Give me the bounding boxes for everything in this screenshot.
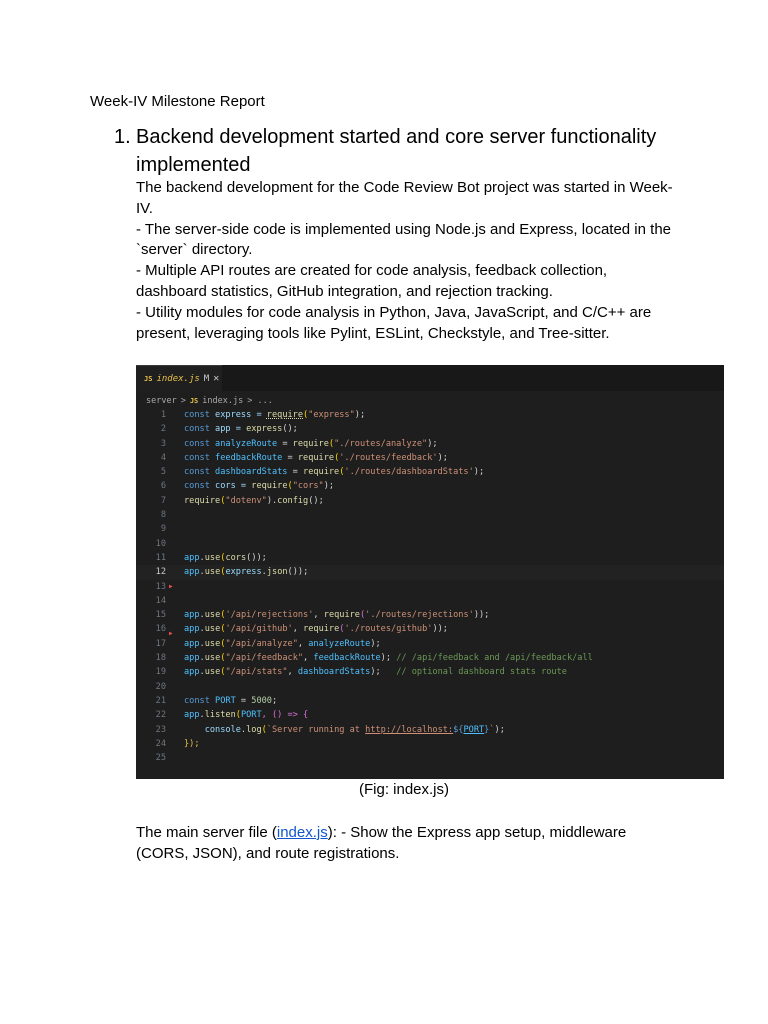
section-body <box>136 178 681 344</box>
code-token: const <box>184 695 210 706</box>
code-screenshot <box>136 365 724 779</box>
code-line <box>136 637 724 651</box>
js-file-icon: JS <box>144 374 153 383</box>
code-area <box>136 408 724 765</box>
code-line <box>136 694 724 708</box>
code-line <box>136 723 724 737</box>
line-number: 7 <box>160 495 166 506</box>
code-line <box>136 479 724 493</box>
code-line <box>136 751 724 765</box>
line-number: 25 <box>155 753 166 764</box>
code-line <box>136 651 724 665</box>
code-token: "/api/stats" <box>225 667 288 678</box>
code-token: . <box>199 567 205 578</box>
code-token: ( <box>220 552 226 563</box>
line-number: 12 <box>155 567 166 578</box>
code-token: app <box>184 610 200 621</box>
code-token: = <box>287 467 304 478</box>
code-token: ( <box>303 410 309 420</box>
code-token: const <box>184 424 210 435</box>
code-token: // /api/feedback and /api/feedback/all <box>396 653 593 664</box>
line-number: 8 <box>160 510 166 521</box>
breadcrumb-tail: > ... <box>247 396 273 406</box>
code-token: feedbackRoute <box>313 653 381 664</box>
chevron-right-icon: > <box>180 396 186 406</box>
code-token: . <box>261 567 267 578</box>
code-token: ); <box>494 724 505 735</box>
code-token: const <box>184 452 210 463</box>
code-token: ()); <box>246 552 267 563</box>
code-line <box>136 451 724 465</box>
code-token: listen <box>204 710 236 721</box>
section-heading <box>114 123 674 179</box>
code-token: './routes/dashboardStats' <box>344 467 474 478</box>
line-number: 3 <box>160 438 166 449</box>
line-number: 17 <box>155 638 166 649</box>
code-token: './routes/github' <box>344 624 433 635</box>
code-token: = <box>277 438 293 449</box>
line-number: 18 <box>155 653 166 664</box>
code-token: './routes/feedback' <box>339 452 438 463</box>
code-token: ( <box>220 610 226 621</box>
code-token: ( <box>359 610 366 621</box>
code-token: ); <box>370 667 397 678</box>
code-token: "express" <box>308 410 355 420</box>
code-token: . <box>199 638 205 649</box>
code-token: ( <box>220 495 226 506</box>
code-token: use <box>204 624 221 635</box>
code-token: app <box>184 667 200 678</box>
code-token: dashboardStats <box>209 467 288 478</box>
code-token: json <box>266 567 288 578</box>
code-token: const <box>184 467 210 478</box>
index-js-link[interactable]: index.js <box>276 824 328 841</box>
code-token: require <box>292 438 329 449</box>
line-number: 20 <box>155 681 166 692</box>
code-token: analyzeRoute <box>209 438 278 449</box>
code-token: )); <box>473 610 490 621</box>
code-token: ( <box>339 467 345 478</box>
line-number: 23 <box>155 724 166 735</box>
code-line <box>136 608 724 622</box>
code-token: require <box>323 610 360 621</box>
code-token: use <box>204 638 221 649</box>
line-number: 11 <box>155 552 166 563</box>
tab-filename: index.js <box>156 373 200 384</box>
code-token: express <box>246 424 283 435</box>
code-token: analyzeRoute <box>308 638 371 649</box>
breakpoint-arrow-icon: ▶ <box>169 630 173 638</box>
line-number: 24 <box>155 738 166 749</box>
code-token: "dotenv" <box>225 495 267 506</box>
code-line <box>136 522 724 536</box>
code-token: ( <box>287 481 293 492</box>
code-token: './routes/rejections' <box>365 610 474 621</box>
code-token: ()); <box>287 567 309 578</box>
code-token: const <box>184 481 210 492</box>
footer-suffix: ): - Show the Express app setup, middleware (CORS, JSON), and route registrations. <box>136 824 627 862</box>
section-number: 1. <box>114 126 131 148</box>
code-token: . <box>199 610 205 621</box>
code-token: dashboardStats <box>297 667 371 678</box>
code-token: config <box>277 495 309 506</box>
code-token: use <box>204 667 221 678</box>
line-number: 16 <box>155 624 166 635</box>
paragraph: - The server-side code is implemented using Node.js and Express, located in the `server` directory. <box>136 220 671 259</box>
code-token: require <box>184 495 221 506</box>
code-token: , () => { <box>261 710 309 721</box>
code-token: ); <box>437 452 448 463</box>
editor-tab-bar <box>136 365 724 391</box>
code-token: // optional dashboard stats route <box>396 667 567 678</box>
code-token: , <box>297 638 309 649</box>
code-token: app <box>184 624 200 635</box>
code-token: require <box>297 452 335 463</box>
line-number: 2 <box>160 424 166 435</box>
code-token: require <box>251 481 288 492</box>
code-line <box>136 508 724 522</box>
code-token: . <box>240 724 247 735</box>
code-token: ${ <box>453 724 464 735</box>
code-token: ); <box>473 467 485 478</box>
code-token: ); <box>380 653 397 664</box>
code-line <box>136 437 724 451</box>
code-line <box>136 708 724 722</box>
code-token: use <box>204 552 221 563</box>
code-token: express <box>225 567 262 578</box>
code-token: ( <box>339 624 345 635</box>
code-token: "./routes/analyze" <box>334 438 428 449</box>
line-number: 13 <box>155 581 166 592</box>
code-token: app = <box>209 424 247 435</box>
code-token: ( <box>220 667 226 678</box>
code-token: )); <box>432 624 448 635</box>
code-token: console <box>204 724 241 735</box>
code-token: use <box>204 653 221 664</box>
code-token: app <box>184 710 200 721</box>
breadcrumb-folder: server <box>146 396 177 406</box>
code-token: ; <box>271 695 278 706</box>
code-token: app <box>184 638 200 649</box>
code-line-active <box>136 565 724 579</box>
code-token: ). <box>266 495 278 506</box>
code-token: use <box>204 567 221 578</box>
code-token: 5000 <box>251 695 272 706</box>
code-token: . <box>199 653 205 664</box>
line-number: 19 <box>155 667 166 678</box>
paragraph: - Multiple API routes are created for code analysis, feedback collection, dashboard statistics, GitHub integration, and rejection tracking. <box>136 262 608 300</box>
code-token: '/api/github' <box>225 624 293 635</box>
line-number: 10 <box>155 538 166 549</box>
code-token: . <box>199 667 205 678</box>
editor-tab-index-js <box>136 365 222 391</box>
code-token: feedbackRoute <box>209 452 283 463</box>
code-token: , <box>313 610 324 621</box>
code-token: require <box>303 624 340 635</box>
code-token: ( <box>328 438 335 449</box>
code-token: (); <box>282 424 298 435</box>
code-line <box>136 580 724 594</box>
code-token: app <box>184 567 200 578</box>
line-number: 21 <box>155 695 166 706</box>
code-line <box>136 422 724 436</box>
close-icon: ✕ <box>213 373 220 384</box>
code-token: }); <box>184 738 200 749</box>
code-token: app <box>184 552 200 563</box>
code-token: } <box>484 724 490 735</box>
code-token: ( <box>235 710 241 721</box>
footer-paragraph <box>136 822 681 864</box>
code-token: ( <box>220 653 226 664</box>
code-line <box>136 737 724 751</box>
code-token: require <box>303 467 340 478</box>
code-token: ( <box>220 567 226 578</box>
code-token: ` <box>489 724 495 735</box>
section-heading-text: Backend development started and core server functionality implemented <box>136 126 657 176</box>
code-token: , <box>287 667 298 678</box>
paragraph: The backend development for the Code Review Bot project was started in Week-IV. <box>136 179 673 217</box>
code-token: ( <box>220 624 226 635</box>
code-token: ( <box>334 452 340 463</box>
code-line <box>136 408 724 422</box>
code-token: cors = <box>209 481 252 492</box>
code-token: log <box>246 724 262 735</box>
code-token: = <box>282 452 298 463</box>
code-token: . <box>199 710 205 721</box>
line-number: 14 <box>155 595 166 606</box>
code-token: app <box>184 653 200 664</box>
code-token: ( <box>220 638 226 649</box>
code-token: http://localhost: <box>365 724 454 735</box>
code-token: , <box>303 653 314 664</box>
code-line <box>136 537 724 551</box>
line-number: 15 <box>155 610 166 621</box>
code-token: . <box>199 624 205 635</box>
code-token: = <box>235 695 252 706</box>
code-line <box>136 551 724 565</box>
code-token: , <box>292 624 304 635</box>
code-token: (); <box>308 495 324 506</box>
modified-indicator: M <box>203 373 210 384</box>
line-number: 1 <box>160 410 166 420</box>
line-number: 6 <box>160 481 166 492</box>
footer-prefix: The main server file ( <box>136 824 277 841</box>
code-line <box>136 594 724 608</box>
figure-caption: (Fig: index.js) <box>358 781 450 798</box>
code-token: ); <box>323 481 335 492</box>
section-1 <box>114 123 674 179</box>
line-number: 5 <box>160 467 166 478</box>
js-file-icon: JS <box>189 397 199 405</box>
code-line <box>136 622 724 636</box>
code-token: "/api/analyze" <box>225 638 298 649</box>
code-token: PORT <box>240 710 262 721</box>
code-line <box>136 494 724 508</box>
code-token: ); <box>370 638 381 649</box>
code-token: const <box>184 410 210 420</box>
code-token: ( <box>261 724 267 735</box>
code-token: `Server running at <box>266 724 366 735</box>
code-token: PORT <box>209 695 236 706</box>
code-token: "cors" <box>292 481 324 492</box>
breadcrumb-file: index.js <box>202 396 244 406</box>
code-token: require <box>266 410 304 420</box>
code-token: ); <box>354 410 366 420</box>
line-number: 22 <box>155 710 166 721</box>
code-token: PORT <box>463 724 485 735</box>
code-token: '/api/rejections' <box>225 610 314 621</box>
breakpoint-arrow-icon: ▶ <box>169 582 173 590</box>
code-token: const <box>184 438 210 449</box>
code-line <box>136 665 724 679</box>
code-line <box>136 680 724 694</box>
code-token: express = <box>209 410 267 420</box>
code-token: . <box>199 552 205 563</box>
line-number: 4 <box>160 452 166 463</box>
code-token: use <box>204 610 221 621</box>
code-line <box>136 465 724 479</box>
line-number: 9 <box>160 524 166 535</box>
document-title: Week-IV Milestone Report <box>90 93 265 110</box>
code-token: ); <box>427 438 438 449</box>
code-token: "/api/feedback" <box>225 653 304 664</box>
paragraph: - Utility modules for code analysis in Python, Java, JavaScript, and C/C++ are present, leveraging tools like Pylint, ESLint, Checkstyle, and Tree-sitter. <box>136 303 652 342</box>
code-token: cors <box>225 552 247 563</box>
